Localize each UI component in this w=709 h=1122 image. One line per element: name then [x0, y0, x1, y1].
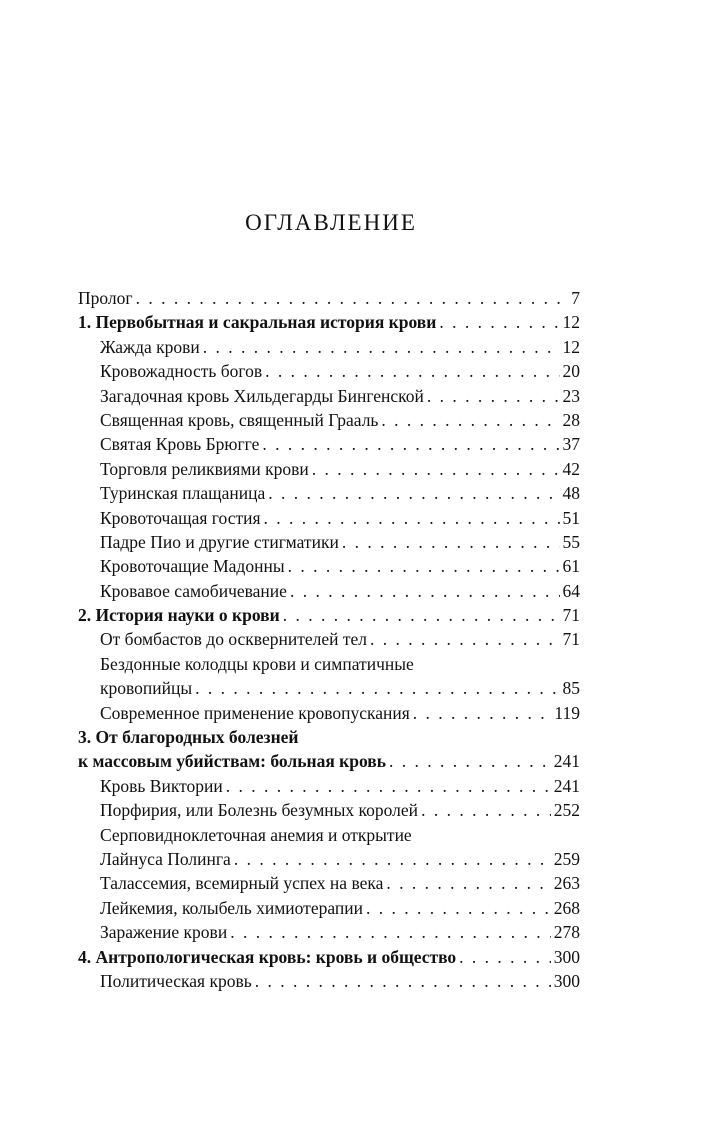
toc-entry: [78, 579, 580, 603]
dot-leader: [439, 310, 559, 334]
toc-page-number: 28: [562, 409, 580, 430]
dot-leader: [234, 847, 551, 871]
toc-entry-label: Жажда крови: [100, 336, 200, 357]
toc-page-number: 85: [562, 678, 580, 699]
toc-chapter-entry: [78, 310, 580, 334]
toc-page-number: 300: [553, 946, 580, 967]
toc-entry: [78, 652, 580, 676]
dot-leader: [413, 701, 552, 725]
dot-leader: [288, 554, 560, 578]
dot-leader: [459, 945, 551, 969]
toc-entry: [78, 457, 580, 481]
toc-page-number: 71: [562, 629, 580, 650]
toc-page-number: 252: [553, 800, 580, 821]
toc-page-number: 7: [571, 288, 580, 308]
toc-entry-label: Лайнуса Полинга: [100, 848, 231, 869]
dot-leader: [370, 627, 560, 651]
dot-leader: [265, 359, 559, 383]
toc-page-number: 23: [562, 385, 580, 406]
toc-entry-label: Святая Кровь Брюгге: [100, 434, 260, 455]
toc-entry-label: Кровавое самобичевание: [100, 580, 287, 601]
dot-leader: [366, 896, 551, 920]
dot-leader: [312, 457, 560, 481]
toc-page-number: 241: [553, 775, 580, 796]
dot-leader: [255, 969, 551, 993]
toc-entry-label: Торговля реликвиями крови: [100, 458, 309, 479]
toc-page-number: 48: [562, 483, 580, 504]
toc-entry: [78, 408, 580, 432]
dot-leader: [427, 384, 560, 408]
toc-entry-label: 4. Антропологическая кровь: кровь и общество: [78, 946, 457, 967]
table-of-contents: [78, 286, 580, 993]
toc-entry-label: Политическая кровь: [100, 970, 252, 991]
toc-entry: [78, 774, 580, 798]
dot-leader: [203, 335, 560, 359]
page-title: ОГЛАВЛЕНИЕ: [245, 210, 417, 235]
toc-page-number: 12: [562, 312, 580, 333]
toc-page-number: 61: [562, 556, 580, 577]
dot-leader: [290, 579, 560, 603]
toc-entry: [78, 335, 580, 359]
toc-entry-label: Современное применение кровопускания: [100, 702, 410, 723]
toc-entry-label: Загадочная кровь Хильдегарды Бингенской: [100, 385, 424, 406]
toc-entry: [78, 823, 580, 847]
toc-chapter-entry: [78, 603, 580, 627]
toc-entry-label: Кровоточащие Мадонны: [100, 556, 285, 577]
toc-entry: [78, 701, 580, 725]
toc-page-number: 259: [553, 848, 580, 869]
toc-entry: [78, 286, 580, 310]
toc-entry-label: кровопийцы: [100, 678, 193, 699]
toc-entry-label: Кровоточащая гостия: [100, 507, 261, 528]
toc-entry: [78, 798, 580, 822]
toc-entry: [78, 969, 580, 993]
dot-leader: [136, 286, 569, 310]
toc-chapter-entry: [78, 749, 580, 773]
toc-entry-label: 1. Первобытная и сакральная история крови: [78, 312, 437, 333]
toc-page-number: 55: [562, 531, 580, 552]
toc-page-number: 263: [553, 873, 580, 894]
dot-leader: [264, 506, 560, 530]
toc-page-number: 278: [553, 922, 580, 943]
dot-leader: [262, 432, 559, 456]
toc-chapter-entry: [78, 725, 580, 749]
toc-page-number: 37: [562, 434, 580, 455]
toc-page-number: 20: [562, 361, 580, 382]
dot-leader: [226, 774, 551, 798]
toc-entry-label: Туринская плащаница: [100, 483, 266, 504]
toc-page-number: 300: [553, 970, 580, 991]
toc-entry-label: Талассемия, всемирный успех на века: [100, 873, 384, 894]
toc-page-number: 64: [562, 580, 580, 601]
toc-entry-label: От бомбастов до осквернителей тел: [100, 629, 367, 650]
toc-page-number: 268: [553, 897, 580, 918]
toc-entry-label: Пролог: [78, 288, 133, 308]
toc-entry-label: Бездонные колодцы крови и симпатичные: [100, 653, 414, 674]
dot-leader: [389, 749, 551, 773]
toc-entry: [78, 847, 580, 871]
toc-entry: [78, 896, 580, 920]
toc-entry: [78, 359, 580, 383]
dot-leader: [195, 676, 559, 700]
dot-leader: [381, 408, 559, 432]
toc-page-number: 12: [562, 336, 580, 357]
toc-entry-label: Лейкемия, колыбель химиотерапии: [100, 897, 363, 918]
toc-entry-label: Серповидноклеточная анемия и открытие: [100, 824, 412, 845]
toc-entry: [78, 676, 580, 700]
toc-entry-label: Кровожадность богов: [100, 361, 263, 382]
toc-entry: [78, 871, 580, 895]
toc-chapter-entry: [78, 945, 580, 969]
toc-entry: [78, 530, 580, 554]
toc-page-number: 71: [562, 605, 580, 626]
toc-entry: [78, 920, 580, 944]
toc-page-number: 241: [553, 751, 580, 772]
toc-entry: [78, 627, 580, 651]
toc-entry: [78, 506, 580, 530]
toc-page-number: 42: [562, 458, 580, 479]
dot-leader: [386, 871, 550, 895]
toc-entry: [78, 384, 580, 408]
dot-leader: [342, 530, 560, 554]
toc-entry: [78, 481, 580, 505]
toc-entry-label: к массовым убийствам: больная кровь: [78, 751, 387, 772]
toc-entry-label: Падре Пио и другие стигматики: [100, 531, 339, 552]
dot-leader: [421, 798, 551, 822]
dot-leader: [268, 481, 559, 505]
toc-entry: [78, 432, 580, 456]
toc-entry-label: Священная кровь, священный Грааль: [100, 409, 379, 430]
toc-entry: [78, 554, 580, 578]
dot-leader: [283, 603, 560, 627]
dot-leader: [230, 920, 551, 944]
toc-page-number: 119: [554, 702, 580, 723]
toc-page-number: 51: [562, 507, 580, 528]
toc-entry-label: 2. История науки о крови: [78, 605, 280, 626]
toc-entry-label: 3. От благородных болезней: [78, 727, 299, 748]
toc-entry-label: Заражение крови: [100, 922, 228, 943]
toc-entry-label: Порфирия, или Болезнь безумных королей: [100, 800, 419, 821]
toc-entry-label: Кровь Виктории: [100, 775, 223, 796]
